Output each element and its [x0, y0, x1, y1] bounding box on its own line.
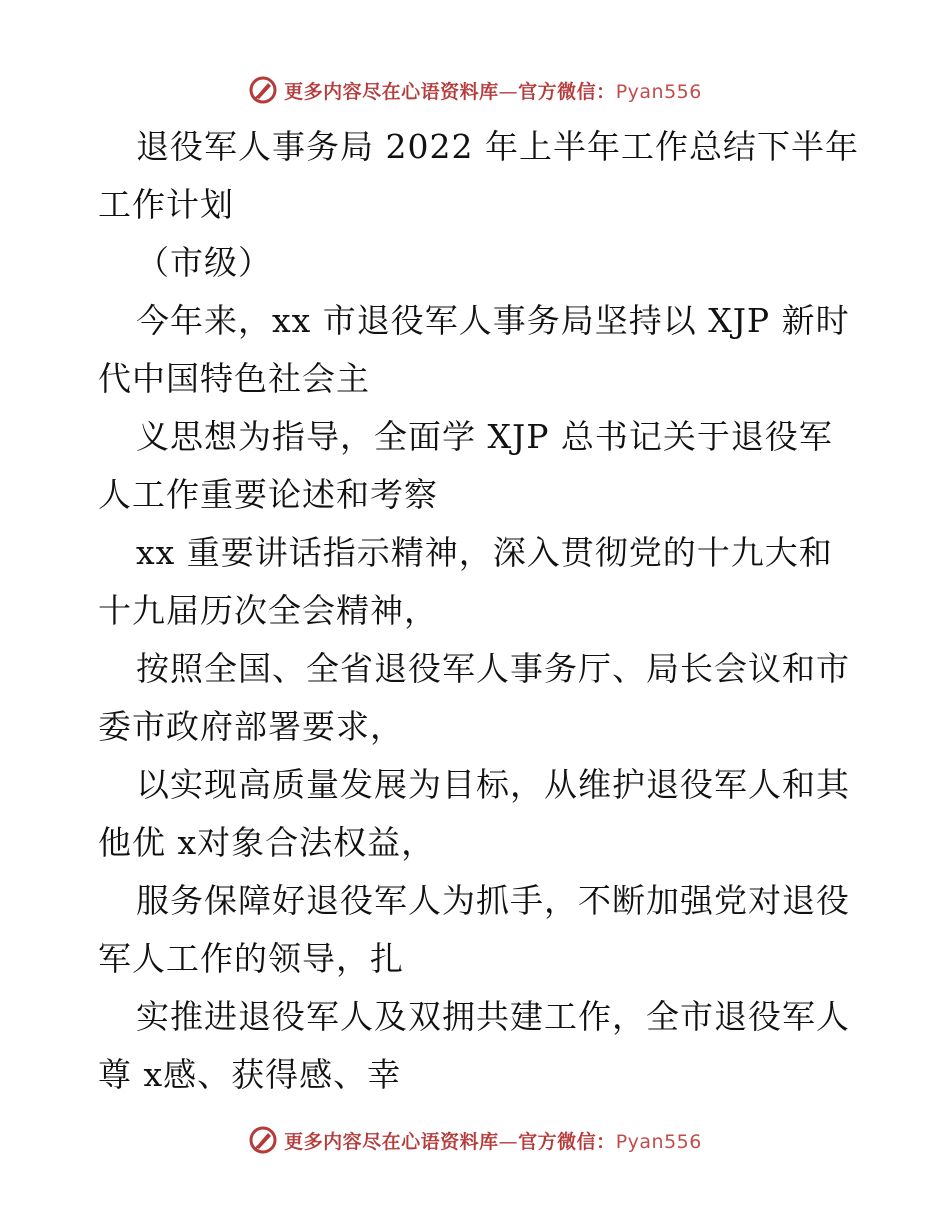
subtitle-line: （市级） — [136, 243, 272, 282]
watermark-dash: — — [498, 1130, 519, 1153]
paragraph-line: 他优 x对象合法权益， — [98, 823, 436, 862]
paragraph-line: xx 重要讲话指示精神，深入贯彻党的十九大和 — [136, 533, 833, 572]
quill-logo-icon — [248, 1125, 278, 1155]
paragraph-line: 今年来，xx 市退役军人事务局坚持以 XJP 新时 — [136, 301, 850, 340]
paragraph-line: 委市政府部署要求， — [98, 707, 404, 746]
title-line-1: 退役军人事务局 2022 年上半年工作总结下半年 — [136, 127, 859, 166]
document-body — [98, 118, 858, 1104]
watermark-main: 更多内容尽在心语资料库 — [284, 1130, 499, 1153]
watermark-main: 更多内容尽在心语资料库 — [284, 80, 499, 103]
header-watermark-banner — [0, 70, 950, 110]
paragraph-line: 尊 x感、获得感、幸 — [98, 1055, 402, 1094]
title-line-2: 工作计划 — [98, 185, 234, 224]
watermark-dash: — — [498, 80, 519, 103]
paragraph-line: 人工作重要论述和考察 — [98, 475, 438, 514]
paragraph-line: 实推进退役军人及双拥共建工作，全市退役军人 — [136, 997, 850, 1036]
quill-logo-icon — [248, 75, 278, 105]
paragraph-line: 以实现高质量发展为目标，从维护退役军人和其 — [136, 765, 850, 804]
watermark-wechat-label: 官方微信： — [518, 1130, 616, 1153]
paragraph-line: 十九届历次全会精神， — [98, 591, 438, 630]
watermark-text — [284, 1127, 702, 1154]
paragraph-line: 代中国特色社会主 — [98, 359, 370, 398]
footer-watermark-banner — [0, 1120, 950, 1160]
paragraph-line: 按照全国、全省退役军人事务厅、局长会议和市 — [136, 649, 850, 688]
paragraph-line: 义思想为指导，全面学 XJP 总书记关于退役军 — [136, 417, 833, 456]
watermark-wechat-id: Pyan556 — [615, 1130, 702, 1153]
paragraph-line: 服务保障好退役军人为抓手，不断加强党对退役 — [136, 881, 850, 920]
watermark-text — [284, 77, 702, 104]
paragraph-line: 军人工作的领导，扎 — [98, 939, 404, 978]
watermark-wechat-id: Pyan556 — [615, 80, 702, 103]
watermark-wechat-label: 官方微信： — [518, 80, 616, 103]
